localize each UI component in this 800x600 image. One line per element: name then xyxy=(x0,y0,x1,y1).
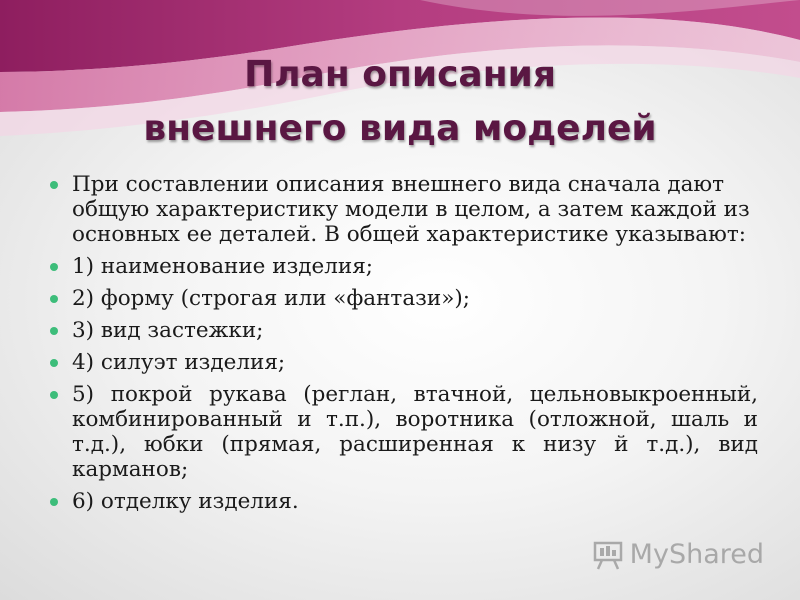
watermark-text: MyShared xyxy=(629,539,764,570)
bullet-icon xyxy=(50,263,58,271)
bullet-text: 4) силуэт изделия; xyxy=(72,350,286,375)
bullet-text: 6) отделку изделия. xyxy=(72,489,299,514)
slide-title xyxy=(0,48,800,156)
bullet-icon xyxy=(50,181,58,189)
list-item xyxy=(48,172,758,247)
bullet-text: При составлении описания внешнего вида сначала дают общую характеристику модели в целом, а затем каждой из основных ее деталей. В общей характеристике указывают: xyxy=(72,172,750,247)
list-item xyxy=(48,318,758,343)
bullet-text: 5) покрой рукава (реглан, втачной, цельновыкроенный, комбинированный и т.п.), воротника (отложной, шаль и т.д.), юбки (прямая, расширенная к низу й т.д.), вид карманов; xyxy=(72,382,758,482)
bullet-icon xyxy=(50,295,58,303)
bullet-text: 1) наименование изделия; xyxy=(72,254,374,279)
bullet-list xyxy=(48,172,758,521)
bullet-icon xyxy=(50,498,58,506)
presentation-board-icon xyxy=(592,540,624,570)
list-item xyxy=(48,254,758,279)
slide-title-line-2: внешнего вида моделей xyxy=(143,108,657,149)
bullet-text: 2) форму (строгая или «фантази»); xyxy=(72,286,470,311)
list-item xyxy=(48,350,758,375)
watermark xyxy=(592,539,764,570)
bullet-text: 3) вид застежки; xyxy=(72,318,264,343)
list-item xyxy=(48,382,758,482)
bullet-icon xyxy=(50,327,58,335)
bullet-icon xyxy=(50,391,58,399)
list-item xyxy=(48,489,758,514)
bullet-icon xyxy=(50,359,58,367)
slide-title-line-1: План описания xyxy=(244,54,556,95)
list-item xyxy=(48,286,758,311)
